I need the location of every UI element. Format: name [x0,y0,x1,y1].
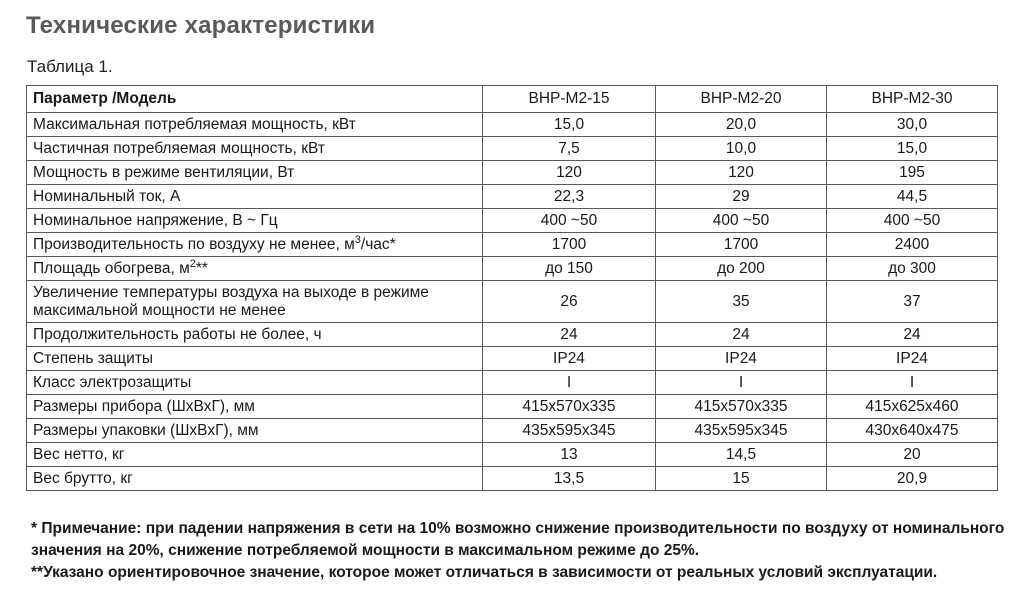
table-row [27,371,998,395]
table-header-row [27,86,998,113]
row-value: 15,0 [827,137,998,161]
footnote-1 [31,518,1006,562]
table-row [27,281,998,323]
table-row [27,209,998,233]
row-param: Продолжительность работы не более, ч [27,323,483,347]
row-param [27,281,483,323]
param-superscript: 3 [354,233,361,246]
footnotes [31,518,1006,584]
table-row [27,443,998,467]
header-param: Параметр /Модель [27,86,483,113]
table-row [27,467,998,491]
table-row [27,113,998,137]
row-value: 24 [656,323,827,347]
footnote-label: * Примечание: [31,520,142,537]
param-text-suffix: ** [195,259,208,277]
row-value: I [656,371,827,395]
row-value: I [827,371,998,395]
row-value: 435x595x345 [656,419,827,443]
row-value: 400 ~50 [483,209,656,233]
row-value: 37 [827,281,998,323]
row-param: Вес брутто, кг [27,467,483,491]
param-text-suffix: /час* [360,235,396,253]
table-row [27,233,998,257]
row-value: 13 [483,443,656,467]
header-model: ВНР-М2-15 [483,86,656,113]
row-value: 7,5 [483,137,656,161]
row-value: 26 [483,281,656,323]
row-value: 24 [827,323,998,347]
header-model: ВНР-М2-20 [656,86,827,113]
row-value: 415x570x335 [656,395,827,419]
row-param: Степень защиты [27,347,483,371]
table-row [27,257,998,281]
table-caption: Таблица 1. [27,57,113,76]
row-param: Максимальная потребляемая мощность, кВт [27,113,483,137]
row-value: 24 [483,323,656,347]
row-param [27,257,483,281]
row-value: 15,0 [483,113,656,137]
table-row [27,185,998,209]
row-value: IP24 [483,347,656,371]
row-value: 435x595x345 [483,419,656,443]
row-value: 400 ~50 [656,209,827,233]
row-value: 120 [483,161,656,185]
row-value: 22,3 [483,185,656,209]
row-param: Номинальное напряжение, В ~ Гц [27,209,483,233]
row-value: 1700 [656,233,827,257]
row-value: 20 [827,443,998,467]
param-text: Площадь обогрева, м [33,259,190,277]
table-row [27,161,998,185]
row-value: 30,0 [827,113,998,137]
row-value: IP24 [827,347,998,371]
row-value: 44,5 [827,185,998,209]
row-value: 415x625x460 [827,395,998,419]
row-value: 20,9 [827,467,998,491]
row-value: 430x640x475 [827,419,998,443]
table-row [27,323,998,347]
row-value: 1700 [483,233,656,257]
row-value: до 200 [656,257,827,281]
row-value: 10,0 [656,137,827,161]
row-param: Мощность в режиме вентиляции, Вт [27,161,483,185]
row-value: 400 ~50 [827,209,998,233]
row-param: Вес нетто, кг [27,443,483,467]
row-value: 2400 [827,233,998,257]
row-param: Номинальный ток, А [27,185,483,209]
row-value: I [483,371,656,395]
param-superscript: 2 [189,257,196,270]
row-value: 195 [827,161,998,185]
row-value: 35 [656,281,827,323]
header-model: ВНР-М2-30 [827,86,998,113]
row-value: до 300 [827,257,998,281]
row-value: до 150 [483,257,656,281]
page-title: Технические характеристики [26,12,376,39]
row-value: 14,5 [656,443,827,467]
table-row [27,137,998,161]
row-value: 29 [656,185,827,209]
param-line: Увеличение температуры воздуха на выходе в режиме [33,283,429,301]
row-value: 20,0 [656,113,827,137]
row-value: 120 [656,161,827,185]
row-value: IP24 [656,347,827,371]
row-param: Размеры прибора (ШхВхГ), мм [27,395,483,419]
row-value: 15 [656,467,827,491]
footnote-2: **Указано ориентировочное значение, которое может отличаться в зависимости от реальных условий эксплуатации. [31,564,938,581]
specifications-table [26,85,998,491]
table-row [27,347,998,371]
param-text: Производительность по воздуху не менее, м [33,235,355,253]
row-param: Размеры упаковки (ШхВхГ), мм [27,419,483,443]
param-line: максимальной мощности не менее [33,301,286,319]
row-param: Класс электрозащиты [27,371,483,395]
row-value: 13,5 [483,467,656,491]
table-row [27,395,998,419]
table-row [27,419,998,443]
row-value: 415x570x335 [483,395,656,419]
footnote-text: при падении напряжения в сети на 10% возможно снижение производительности по воздуху от номинального значения на 20%, снижение потребляемой мощности в максимальном режиме до 25%. [31,520,1005,559]
row-param [27,233,483,257]
row-param: Частичная потребляемая мощность, кВт [27,137,483,161]
